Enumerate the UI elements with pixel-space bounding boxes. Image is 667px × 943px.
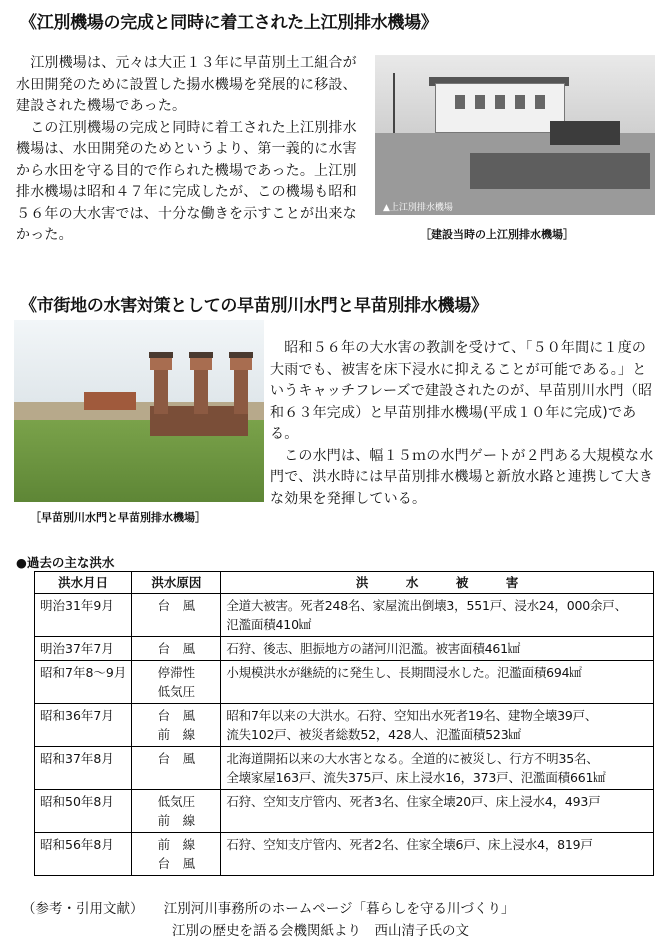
header-date: 洪水月日 (35, 572, 132, 594)
sanaebetsu-floodgate-photo (14, 320, 264, 502)
flood-date: 昭和37年8月 (35, 747, 132, 790)
damage-line: 昭和7年以来の大洪水。石狩、空知出水死者19名、建物全壊39戸、 (226, 708, 598, 723)
cause-line: 台 風 (157, 708, 196, 723)
flood-cause (132, 637, 221, 661)
damage-line: 全壊家屋163戸、流失375戸、床上浸水16，373戸、氾濫面積661㎢ (226, 770, 606, 785)
flood-table-header (35, 572, 654, 594)
damage-line: 石狩、空知支庁管内、死者3名、住家全壊20戸、床上浸水4，493戸 (226, 794, 601, 809)
damage-line: 流失102戸、被災者総数52，428人、氾濫面積523㎢ (226, 727, 521, 742)
references (22, 898, 514, 942)
references-label: （参考・引用文献） (22, 901, 137, 917)
cause-line: 低気圧 (157, 684, 196, 699)
reference-item: 江別河川事務所のホームページ「暮らしを守る川づくり」 (163, 901, 515, 917)
header-damage: 洪 水 被 害 (221, 572, 654, 594)
section2-text (270, 338, 656, 510)
flood-cause (132, 594, 221, 637)
cause-line: 低気圧 (157, 794, 196, 809)
flood-cause (132, 790, 221, 833)
flood-cause (132, 661, 221, 704)
flood-damage (221, 661, 654, 704)
damage-line: 石狩、後志、胆振地方の諸河川氾濫。被害面積461㎢ (226, 641, 521, 656)
table-row (35, 833, 654, 876)
table-row (35, 704, 654, 747)
flood-date: 昭和56年8月 (35, 833, 132, 876)
cause-line: 台 風 (157, 751, 196, 766)
damage-line: 石狩、空知支庁管内、死者2名、住家全壊6戸、床上浸水4，819戸 (226, 837, 593, 852)
cause-line: 台 風 (157, 856, 196, 871)
section1-heading: 《江別機場の完成と同時に着工された上江別排水機場》 (20, 13, 438, 33)
flood-damage (221, 833, 654, 876)
cause-line: 停滞性 (157, 665, 196, 680)
flood-damage (221, 790, 654, 833)
section2-paragraph-2: この水門は、幅１５ｍの水門ゲートが２門ある大規模な水門で、洪水時には早苗別排水機場と新放水路と連携して大きな効果を発揮している。 (270, 447, 654, 507)
table-row (35, 747, 654, 790)
flood-date: 昭和36年7月 (35, 704, 132, 747)
table-row (35, 594, 654, 637)
kamiebetsu-pumping-station-photo (375, 55, 655, 215)
flood-cause (132, 704, 221, 747)
photo2-caption: ［早苗別川水門と早苗別排水機場］ (30, 511, 206, 524)
flood-date: 昭和50年8月 (35, 790, 132, 833)
section1-paragraph-2: この江別機場の完成と同時に着工された上江別排水機場は、水田開発のためというより、第一義的に水害から水田を守る目的で作られた機場であった。上江別排水機場は昭和４７年に完成したが、この機場も昭和５６年の大水害では、十分な働きを示すことが出来なかった。 (16, 119, 357, 243)
flood-table-title: ●過去の主な洪水 (16, 555, 115, 570)
cause-line: 前 線 (157, 813, 196, 828)
cause-line: 台 風 (157, 641, 196, 656)
flood-date: 昭和7年8～9月 (35, 661, 132, 704)
table-row (35, 637, 654, 661)
section2-paragraph-1: 昭和５６年の大水害の教訓を受けて、「５０年間に１度の大雨でも、被害を床下浸水に抑えることが可能である。」というキャッチフレーズで建設されたのが、早苗別川水門（昭和６３年完成）と早苗別排水機場(平成１０年に完成)である。 (270, 340, 653, 442)
section1-paragraph-1: 江別機場は、元々は大正１３年に早苗別土工組合が水田開発のために設置した揚水機場を発展的に移設、建設された機場であった。 (16, 55, 357, 114)
flood-cause (132, 747, 221, 790)
flood-damage (221, 637, 654, 661)
photo1-caption: ［建設当時の上江別排水機場］ (420, 228, 574, 241)
section1-text (16, 53, 362, 247)
damage-line: 氾濫面積410㎢ (226, 617, 312, 632)
damage-line: 小規模洪水が継続的に発生し、長期間浸水した。氾濫面積694㎢ (226, 665, 582, 680)
cause-line: 台 風 (157, 598, 196, 613)
damage-line: 北海道開拓以来の大水害となる。全道的に被災し、行方不明35名、 (226, 751, 599, 766)
flood-damage (221, 704, 654, 747)
section2-heading: 《市街地の水害対策としての早苗別川水門と早苗別排水機場》 (20, 296, 488, 316)
flood-damage (221, 747, 654, 790)
table-row (35, 790, 654, 833)
photo1-label: ▲上江別排水機場 (383, 203, 453, 213)
flood-table (34, 571, 654, 876)
cause-line: 前 線 (157, 727, 196, 742)
damage-line: 全道大被害。死者248名、家屋流出倒壊3，551戸、浸水24，000余戸、 (226, 598, 627, 613)
reference-item: 江別の歴史を語る会機関紙より 西山清子氏の文 (172, 923, 469, 939)
flood-date: 明治37年7月 (35, 637, 132, 661)
cause-line: 前 線 (157, 837, 196, 852)
table-row (35, 661, 654, 704)
header-cause: 洪水原因 (132, 572, 221, 594)
flood-date: 明治31年9月 (35, 594, 132, 637)
flood-damage (221, 594, 654, 637)
flood-cause (132, 833, 221, 876)
